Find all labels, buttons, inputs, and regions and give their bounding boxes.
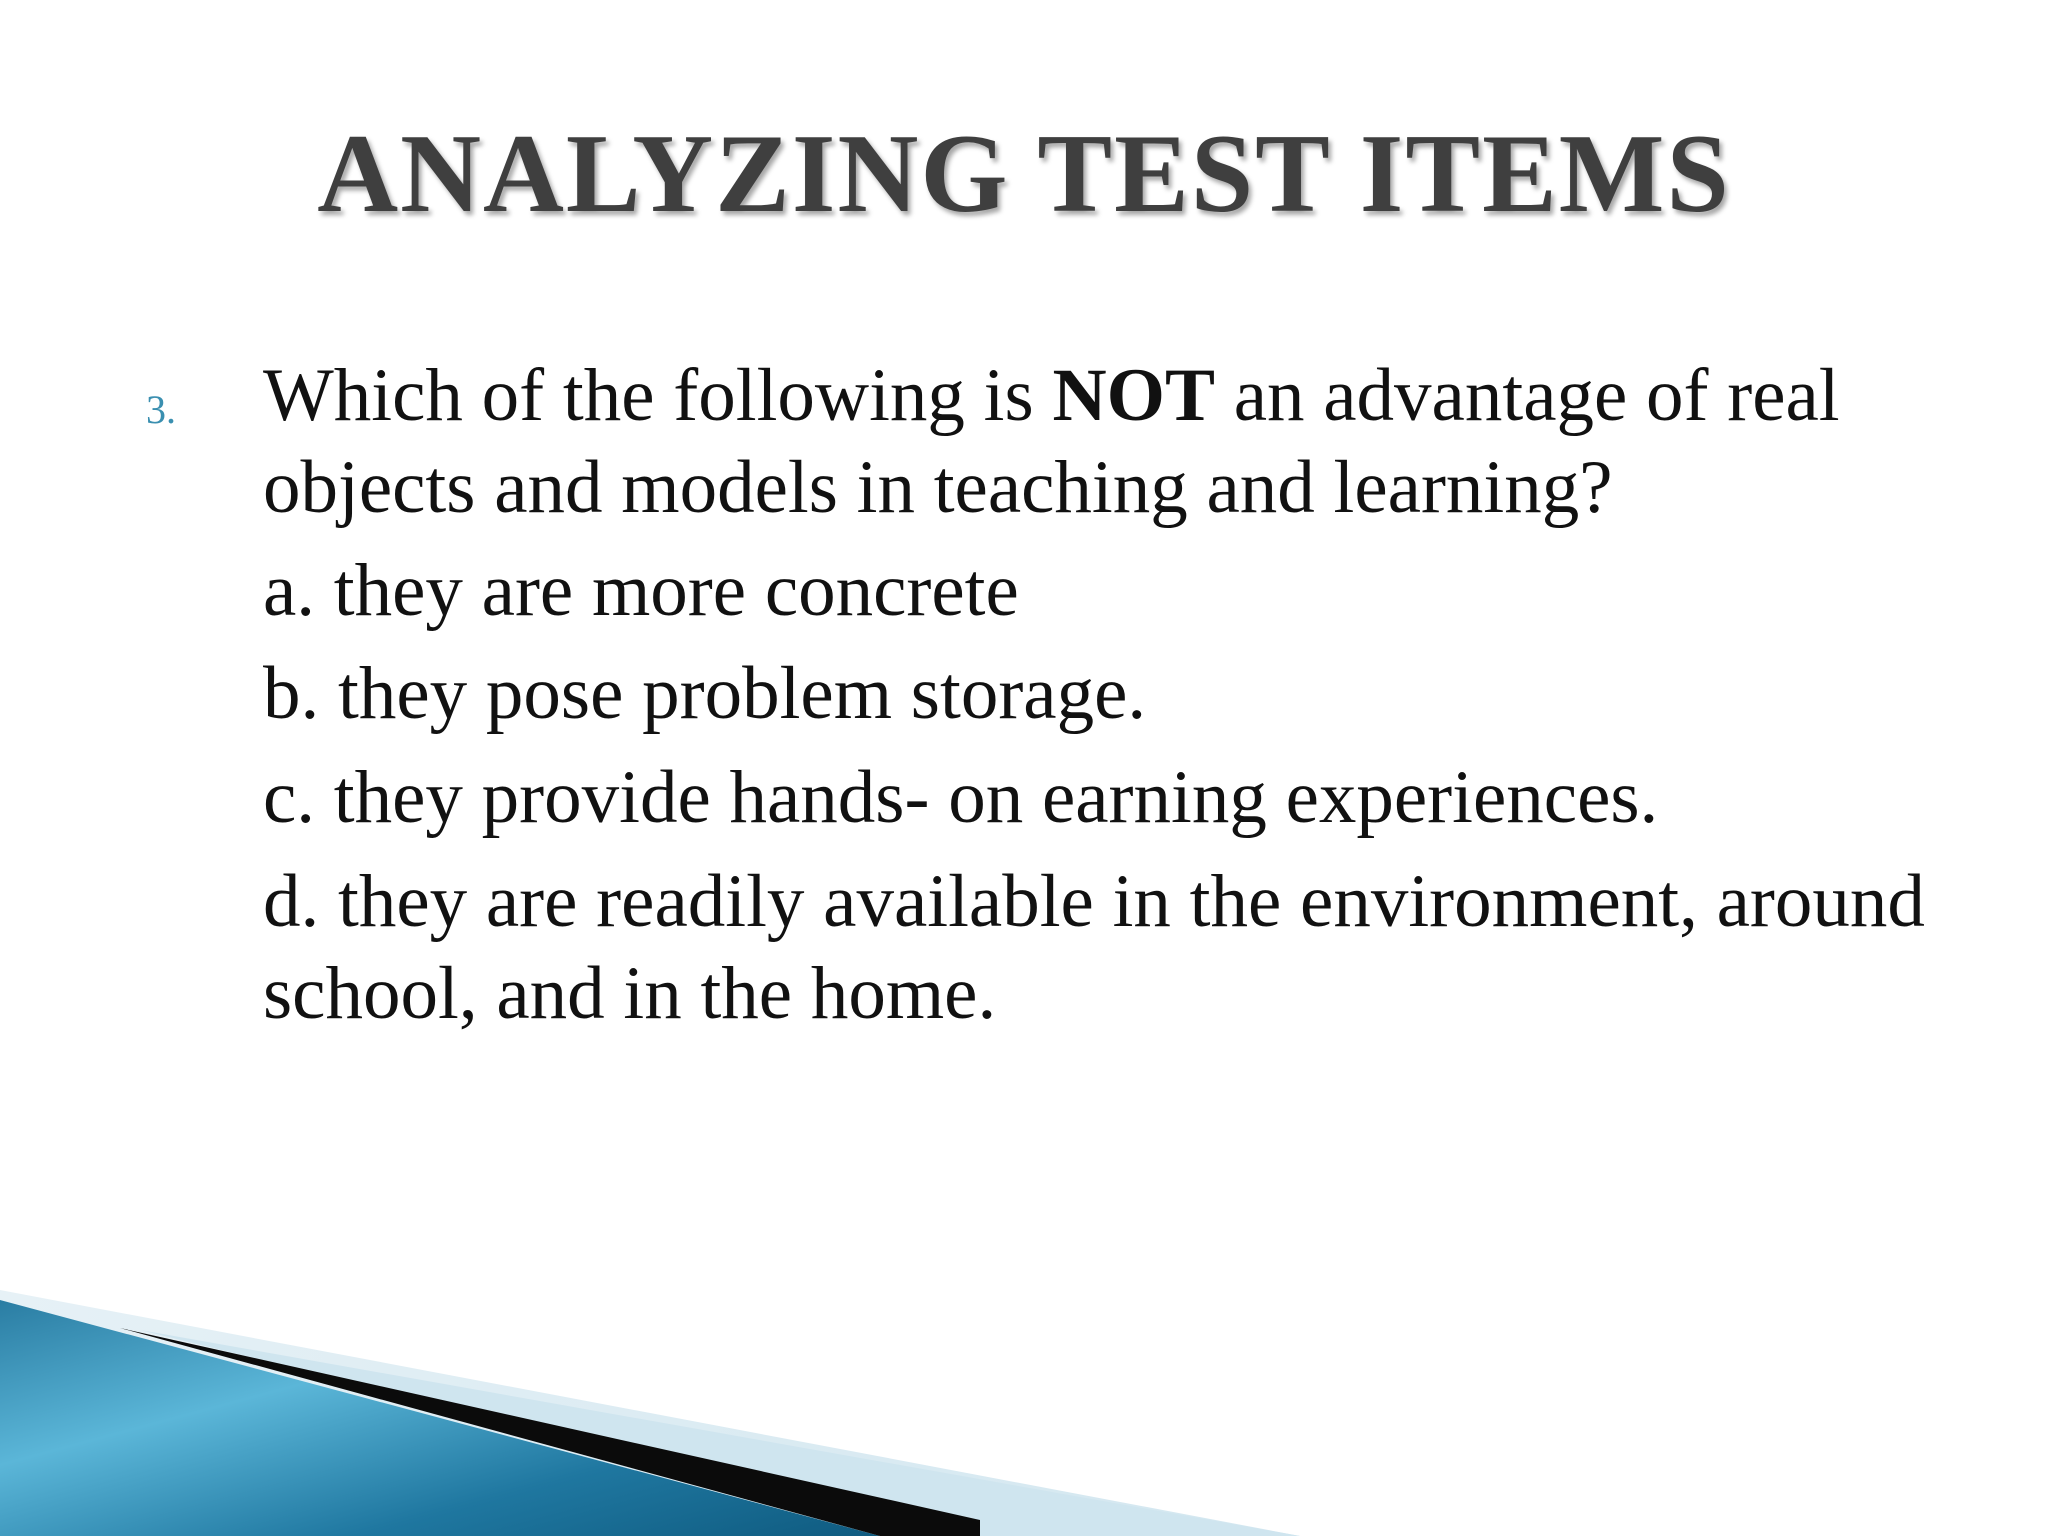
question-stem-emphasis: NOT — [1052, 354, 1215, 437]
bottom-decoration — [0, 1290, 2048, 1536]
question-stem-start: Which of the following is — [263, 354, 1053, 437]
option-c: c. they provide hands- on earning experiences. — [263, 756, 1659, 839]
question-stem-end: an advantage of real objects and models in teaching and learning? — [263, 354, 1840, 529]
option-a: a. they are more concrete — [263, 549, 1019, 632]
option-d: d. they are readily available in the environment, around school, and in the home. — [263, 860, 1925, 1035]
question-stem — [263, 350, 2003, 534]
question-number: 3. — [146, 387, 176, 432]
slide-title: ANALYZING TEST ITEMS — [317, 112, 1731, 236]
option-b: b. they pose problem storage. — [263, 652, 1147, 735]
